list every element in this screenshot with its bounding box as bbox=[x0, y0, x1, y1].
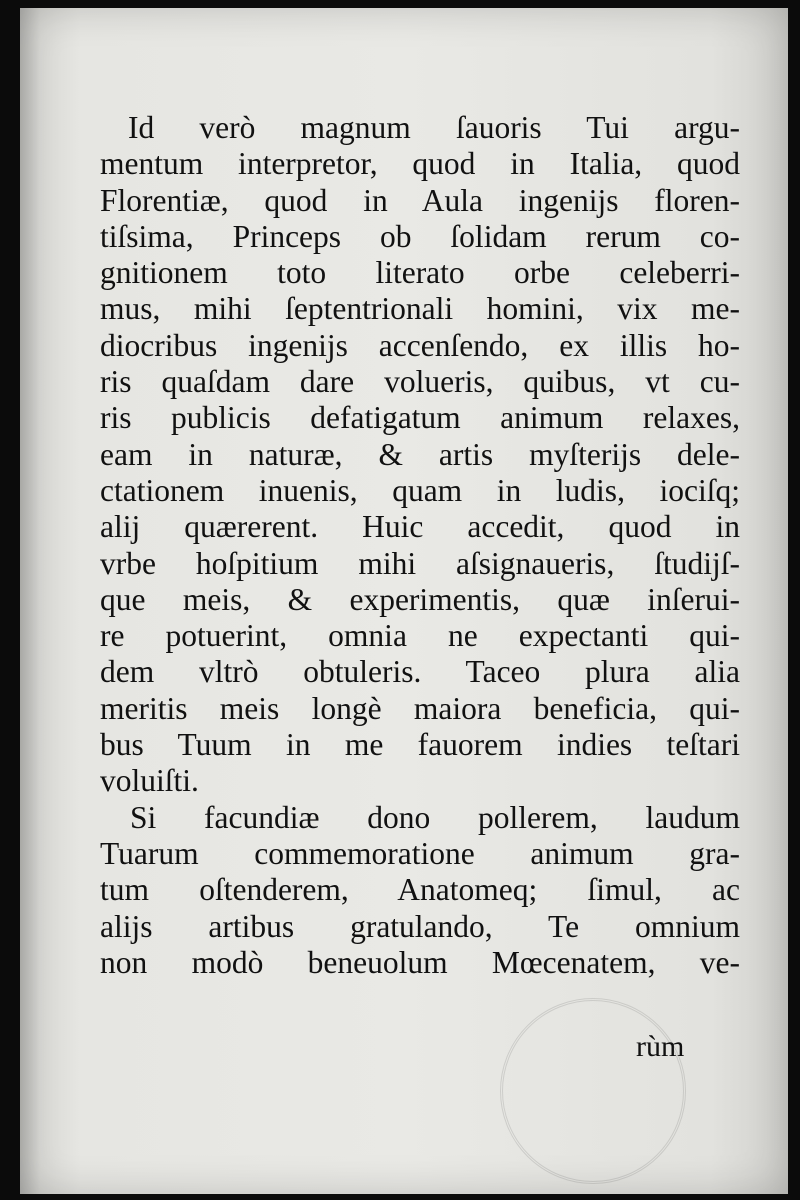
text-line: voluiſti. bbox=[100, 763, 199, 799]
text-line: bus Tuum in me fauorem indies teſtari bbox=[100, 727, 740, 763]
text-line: vrbe hoſpitium mihi aſsignaueris, ſtudijſ- bbox=[100, 545, 740, 581]
text-line: Tuarum commemoratione animum gra- bbox=[100, 835, 740, 871]
text-line: Si facundiæ dono pollerem, laudum bbox=[130, 799, 740, 835]
text-line: tum oſtenderem, Anatomeq; ſimul, ac bbox=[100, 872, 740, 908]
text-line: mus, mihi ſeptentrionali homini, vix me- bbox=[100, 291, 740, 327]
text-line: ctationem inuenis, quam in ludis, iociſq; bbox=[100, 472, 740, 508]
text-line: meritis meis longè maiora beneficia, qui- bbox=[100, 690, 740, 726]
catchword: rùm bbox=[636, 1030, 685, 1063]
text-line: dem vltrò obtuleris. Taceo plura alia bbox=[100, 654, 740, 690]
page-text bbox=[100, 110, 740, 981]
text-line: eam in naturæ, & artis myſterijs dele- bbox=[100, 436, 740, 472]
text-line: que meis, & experimentis, quæ inſerui- bbox=[100, 581, 740, 617]
text-line: ris quaſdam dare volueris, quibus, vt cu- bbox=[100, 364, 740, 400]
text-line: non modò beneuolum Mœcenatem, ve- bbox=[100, 944, 740, 980]
text-line: alij quærerent. Huic accedit, quod in bbox=[100, 509, 740, 545]
text-line: Florentiæ, quod in Aula ingenijs floren- bbox=[100, 182, 740, 218]
paragraph-1 bbox=[100, 110, 740, 800]
text-line: alijs artibus gratulando, Te omnium bbox=[100, 908, 740, 944]
paragraph-2 bbox=[100, 800, 740, 981]
text-line: tiſsima, Princeps ob ſolidam rerum co- bbox=[100, 218, 740, 254]
text-line: ris publicis defatigatum animum relaxes, bbox=[100, 400, 740, 436]
library-stamp-faint bbox=[500, 998, 686, 1184]
text-line: re potuerint, omnia ne expectanti qui- bbox=[100, 618, 740, 654]
text-line: mentum interpretor, quod in Italia, quod bbox=[100, 146, 740, 182]
text-line: diocribus ingenijs accenſendo, ex illis ho- bbox=[100, 327, 740, 363]
text-line: Id verò magnum ſauoris Tui argu- bbox=[128, 110, 740, 145]
text-line: gnitionem toto literato orbe celeberri- bbox=[100, 255, 740, 291]
